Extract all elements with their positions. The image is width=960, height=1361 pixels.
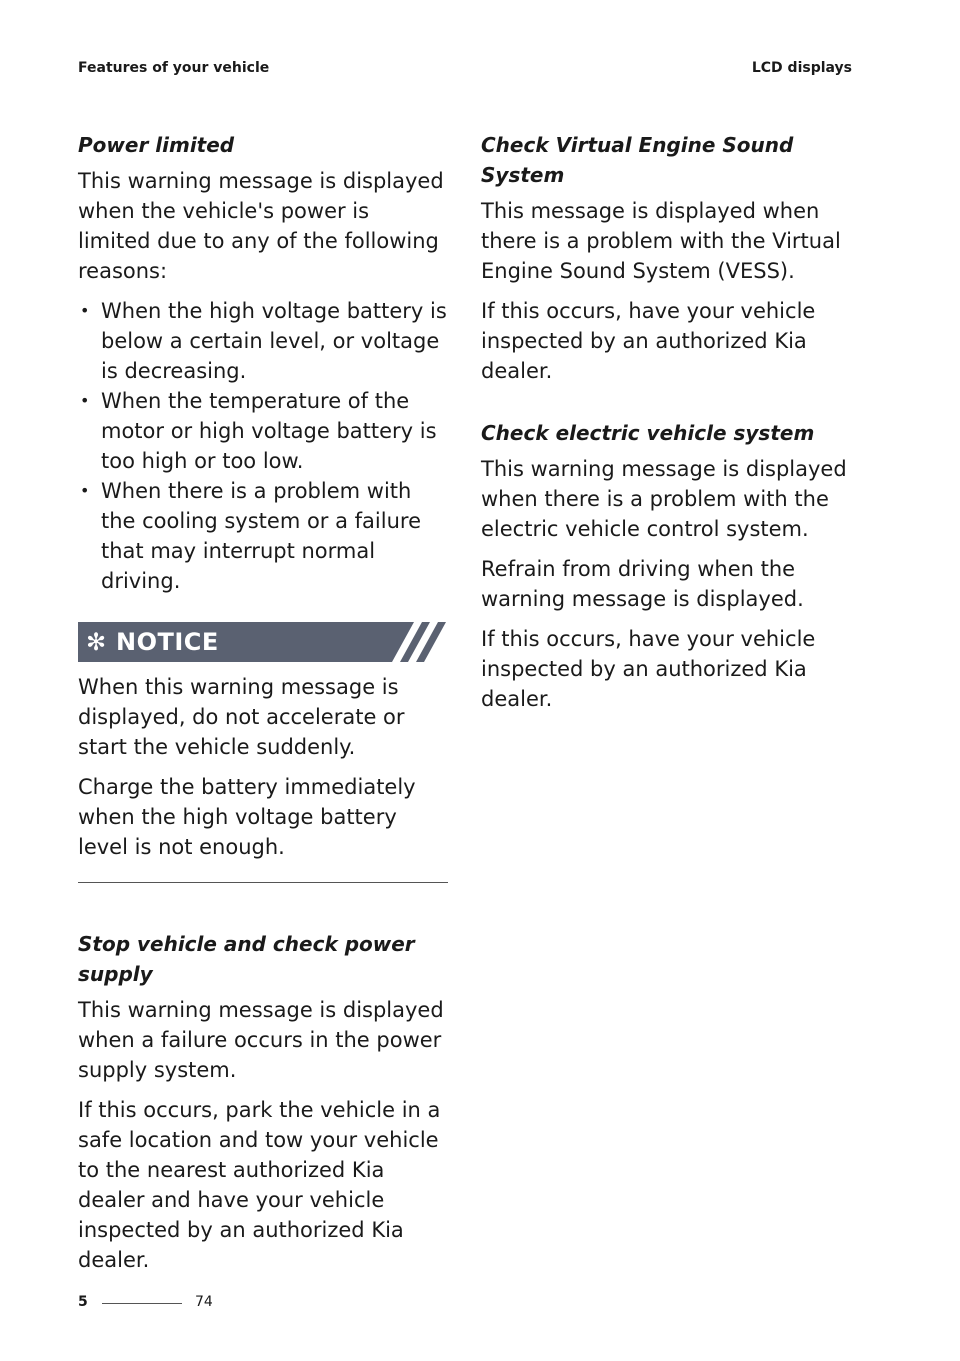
footer-divider <box>102 1303 182 1304</box>
notice-banner <box>78 622 448 662</box>
list-item-text: When there is a problem with the cooling system or a failure that may interrupt normal driving. <box>101 479 421 593</box>
power-limited-reasons-list <box>78 296 448 596</box>
notice-divider <box>78 882 448 883</box>
notice-paragraph: When this warning message is displayed, do not accelerate or start the vehicle suddenly. <box>78 675 405 759</box>
double-slash-icon <box>378 622 448 662</box>
bullet-icon: • <box>80 481 90 500</box>
bullet-icon: • <box>80 391 90 410</box>
list-item <box>78 386 448 476</box>
list-item-text: When the high voltage battery is below a certain level, or voltage is decreasing. <box>101 299 447 383</box>
bullet-icon: • <box>80 301 90 320</box>
asterisk-icon: ✻ <box>86 628 107 656</box>
notice-title: NOTICE <box>116 628 219 656</box>
power-limited-intro: This warning message is displayed when the vehicle's power is limited due to any of the following reasons: <box>78 169 444 283</box>
vess-heading: Check Virtual Engine Sound System <box>481 133 794 187</box>
vess-paragraph: This message is displayed when there is a problem with the Virtual Engine Sound System (VESS). <box>481 199 841 283</box>
running-header-topic: LCD displays <box>751 60 852 76</box>
ev-system-paragraph: If this occurs, have your vehicle inspected by an authorized Kia dealer. <box>481 627 816 711</box>
list-item <box>78 476 448 596</box>
stop-vehicle-paragraph: If this occurs, park the vehicle in a safe location and tow your vehicle to the nearest authorized Kia dealer and have your vehicle inspected by an authorized Kia dealer. <box>78 1098 441 1272</box>
stop-vehicle-heading: Stop vehicle and check power supply <box>78 932 415 986</box>
right-column <box>481 130 851 724</box>
vess-paragraph: If this occurs, have your vehicle inspected by an authorized Kia dealer. <box>481 299 816 383</box>
page-number: 74 <box>195 1294 213 1310</box>
left-column <box>78 130 448 1285</box>
list-item-text: When the temperature of the motor or high voltage battery is too high or too low. <box>101 389 437 473</box>
ev-system-heading: Check electric vehicle system <box>481 421 815 445</box>
chapter-number: 5 <box>78 1294 88 1310</box>
list-item <box>78 296 448 386</box>
notice-paragraph: Charge the battery immediately when the high voltage battery level is not enough. <box>78 775 416 859</box>
stop-vehicle-paragraph: This warning message is displayed when a failure occurs in the power supply system. <box>78 998 444 1082</box>
power-limited-heading: Power limited <box>78 133 235 157</box>
ev-system-paragraph: Refrain from driving when the warning message is displayed. <box>481 557 804 611</box>
ev-system-paragraph: This warning message is displayed when there is a problem with the electric vehicle control system. <box>481 457 847 541</box>
running-header-section: Features of your vehicle <box>78 60 270 76</box>
